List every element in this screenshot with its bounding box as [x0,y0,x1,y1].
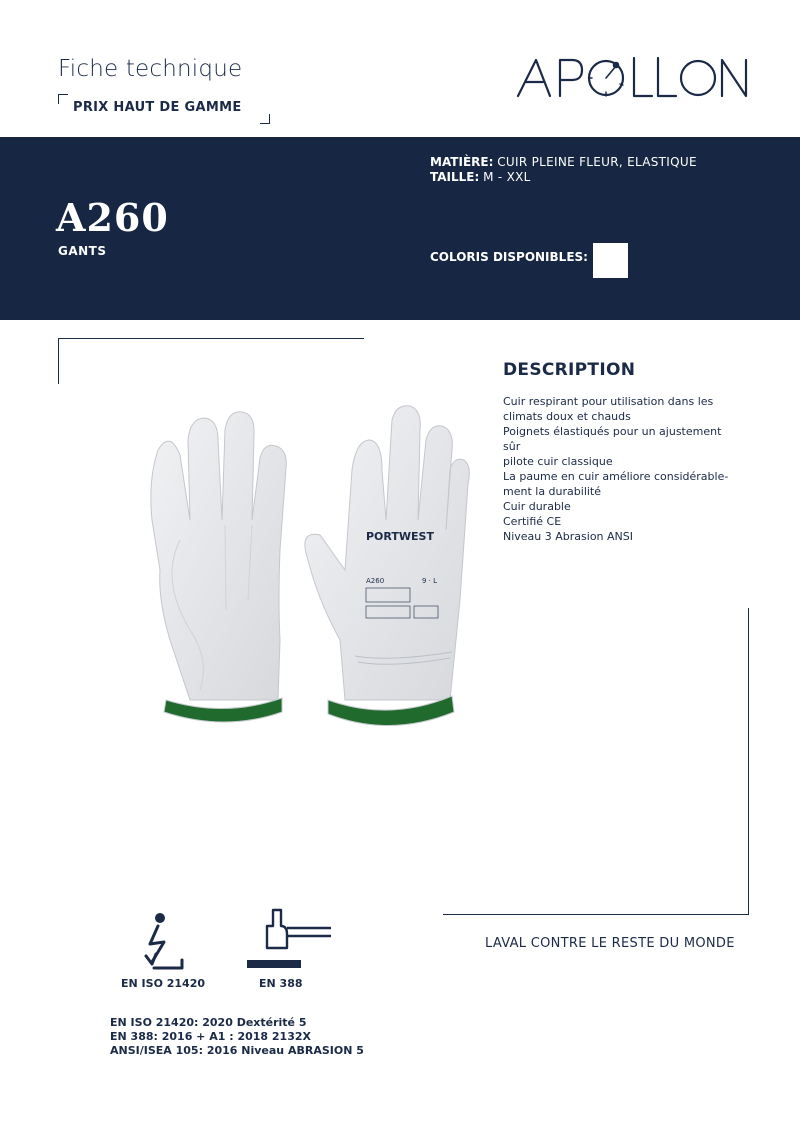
description-line: pilote cuir classique [503,455,613,468]
material-value: CUIR PLEINE FLEUR, ELASTIQUE [497,155,697,169]
price-tier-label: PRIX HAUT DE GAMME [73,100,242,115]
standard-line: EN 388: 2016 + A1 : 2018 2132X [110,1030,311,1043]
size-value: M - XXL [483,170,531,184]
description-line: ment la durabilité [503,485,602,498]
glove-hammer-icon [245,900,337,972]
standard-line: ANSI/ISEA 105: 2016 Niveau ABRASION 5 [110,1044,364,1057]
standards-list [110,1016,364,1058]
frame-line-bottom [443,914,749,915]
frame-line-right [748,608,749,915]
description-title: DESCRIPTION [503,360,636,380]
right-glove [305,406,469,726]
brand-logo-text: APOLLON [516,52,521,53]
description-list [503,394,733,544]
size-label: TAILLE: [430,170,480,184]
description-line: Poignets élastiqués pour un ajustement sûr [503,425,722,453]
electrostatic-person-icon [122,908,200,972]
product-category: GANTS [58,244,107,258]
brand-slogan: LAVAL CONTRE LE RESTE DU MONDE [485,936,735,951]
glove-brand-print: PORTWEST [366,530,434,543]
glove-size-print: 9 · L [422,577,438,585]
description-line: La paume en cuir améliore considérable- [503,470,729,483]
pictogram-label: EN 388 [259,977,303,990]
standard-line: EN ISO 21420: 2020 Dextérité 5 [110,1016,307,1029]
brand-logo [516,52,752,104]
color-swatch-white [593,243,628,278]
description-line: Certifié CE [503,515,562,528]
bracket-corner [58,94,68,104]
description-line: Cuir respirant pour utilisation dans les [503,395,714,408]
product-image-gloves [130,400,480,740]
available-colors-label: COLORIS DISPONIBLES: [430,250,588,264]
description-line: Niveau 3 Abrasion ANSI [503,530,634,543]
product-header-band [0,137,800,320]
pictogram-label: EN ISO 21420 [121,977,206,990]
description-line: climats doux et chauds [503,410,631,423]
description-line: Cuir durable [503,500,571,513]
material-spec [430,155,697,169]
product-code: A260 [56,195,169,240]
size-spec [430,170,531,184]
material-label: MATIÈRE: [430,155,494,169]
left-glove [151,412,286,722]
bracket-corner [260,114,270,124]
price-tier-badge [58,94,270,124]
document-type: Fiche technique [58,56,243,82]
frame-line-top [58,338,364,339]
glove-code-print: A260 [366,577,385,585]
frame-line-left [58,338,59,384]
